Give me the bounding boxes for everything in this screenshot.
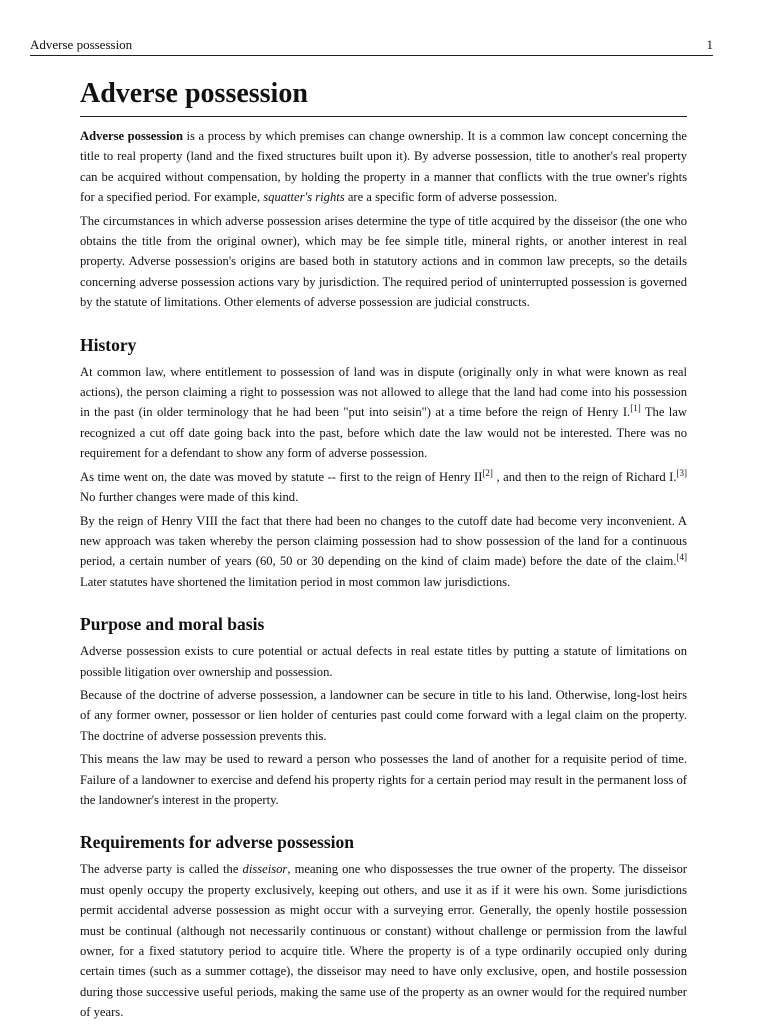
text-run: No further changes were made of this kind. — [80, 490, 299, 505]
text-run: The law recognized a cut off date going back into the past, before which date the law would not be interested. There was no requirement for a defendant to show any form of adverse possession. — [80, 405, 687, 461]
bold-term: Adverse possession — [80, 129, 183, 143]
section-heading-requirements: Requirements for adverse possession — [80, 832, 355, 853]
citation-link[interactable]: [4] — [676, 552, 687, 563]
citation-link[interactable]: [2] — [482, 467, 493, 478]
citation-link[interactable]: [3] — [676, 467, 688, 478]
text-run: Because of the doctrine of adverse possession, a landowner can be secure in title to his land. Otherwise, long-lost heirs of any former owner, possessor or lien holder of centuries past could come forward with a legal claim on the property. The doctrine of adverse possession prevents this. — [80, 687, 687, 743]
body-paragraph — [80, 859, 687, 1022]
text-run: By the reign of Henry VIII the fact that there had been no changes to the cutoff date had become very inconvenient. A new approach was taken whereby the person claiming possession had to show possession of the land for a continuous period, a certain number of years (60, 50 or 30 depending on the kind of claim made) before the date of the claim. — [80, 513, 687, 569]
body-paragraph — [80, 685, 687, 746]
text-run: Later statutes have shortened the limitation period in most common law jurisdictions. — [80, 574, 511, 589]
text-run: is a process by which premises can change ownership. It is a common law concept concerning the title to real property (land and the fixed structures built upon it). By adverse possession, title to another's real property can be acquired without compensation, by holding the property in a manner that conflicts with the true owner's rights for a specified period. For example, — [80, 129, 687, 205]
body-paragraph — [80, 641, 687, 682]
text-run: , meaning one who dispossesses the true owner of the property. The disseisor must openly occupy the property exclusively, keeping out others, and use it as if it were his own. Some jurisdictions permit accidental adverse possession as might occur with a surveying error. Generally, the openly hostile possession must be continual (although not necessarily continuous or constant) without challenge or permission from the lawful owner, for a fixed statutory period to acquire title. Where the property is of a type ordinarily occupied only during certain times (such as a summer cottage), the disseisor may need to have only exclusive, open, and hostile possession during those successive useful periods, making the same use of the property as an owner would for the required number of years. — [80, 862, 687, 1020]
body-paragraph — [80, 511, 687, 593]
italic-term: disseisor — [242, 862, 288, 877]
text-run: The circumstances in which adverse possession arises determine the type of title acquired by the disseisor (the one who obtains the title from the original owner), which may be fee simple title, mineral rights, or another interest in real property. Adverse possession's origins are based both in statutory actions and in common law precepts, so the details concerning adverse possession actions vary by jurisdiction. The required period of uninterrupted possession is governed by the statute of limitations. Other elements of adverse possession are judicial constructs. — [80, 213, 687, 310]
body-paragraph — [80, 749, 687, 810]
body-paragraph — [80, 362, 687, 464]
text-run: This means the law may be used to reward a person who possesses the land of another for a requisite period of time. Failure of a landowner to exercise and defend his property rights for a certain period may result in the permanent loss of the landowner's interest in the property. — [80, 752, 687, 807]
body-paragraph — [80, 467, 687, 508]
citation-link[interactable]: [1] — [630, 403, 641, 414]
section-heading-history: History — [80, 334, 137, 355]
italic-term: squatter's rights — [263, 190, 345, 205]
intro-paragraph — [80, 211, 687, 313]
text-run: At common law, where entitlement to possession of land was in dispute (originally only in what were known as real actions), the person claiming a right to possession was not allowed to allege that the land had come into his possession in the past (in older terminology that he had been "put into seisin") at a time before the reign of Henry I. — [80, 364, 687, 420]
text-run: Adverse possession exists to cure potential or actual defects in real estate titles by putting a statute of limitations on possible litigation over ownership and possession. — [80, 644, 687, 679]
text-run: The adverse party is called the — [80, 862, 243, 877]
page-number: 1 — [706, 37, 713, 52]
running-header — [30, 38, 713, 56]
article-body — [80, 76, 687, 1026]
running-header-title: Adverse possession — [30, 37, 133, 52]
intro-paragraph — [80, 126, 687, 208]
text-run: , and then to the reign of Richard I. — [492, 469, 677, 484]
section-heading-purpose: Purpose and moral basis — [80, 614, 265, 635]
text-run: are a specific form of adverse possession. — [344, 190, 558, 205]
text-run: As time went on, the date was moved by statute -- first to the reign of Henry II — [80, 469, 483, 484]
article-title: Adverse possession — [80, 76, 687, 117]
